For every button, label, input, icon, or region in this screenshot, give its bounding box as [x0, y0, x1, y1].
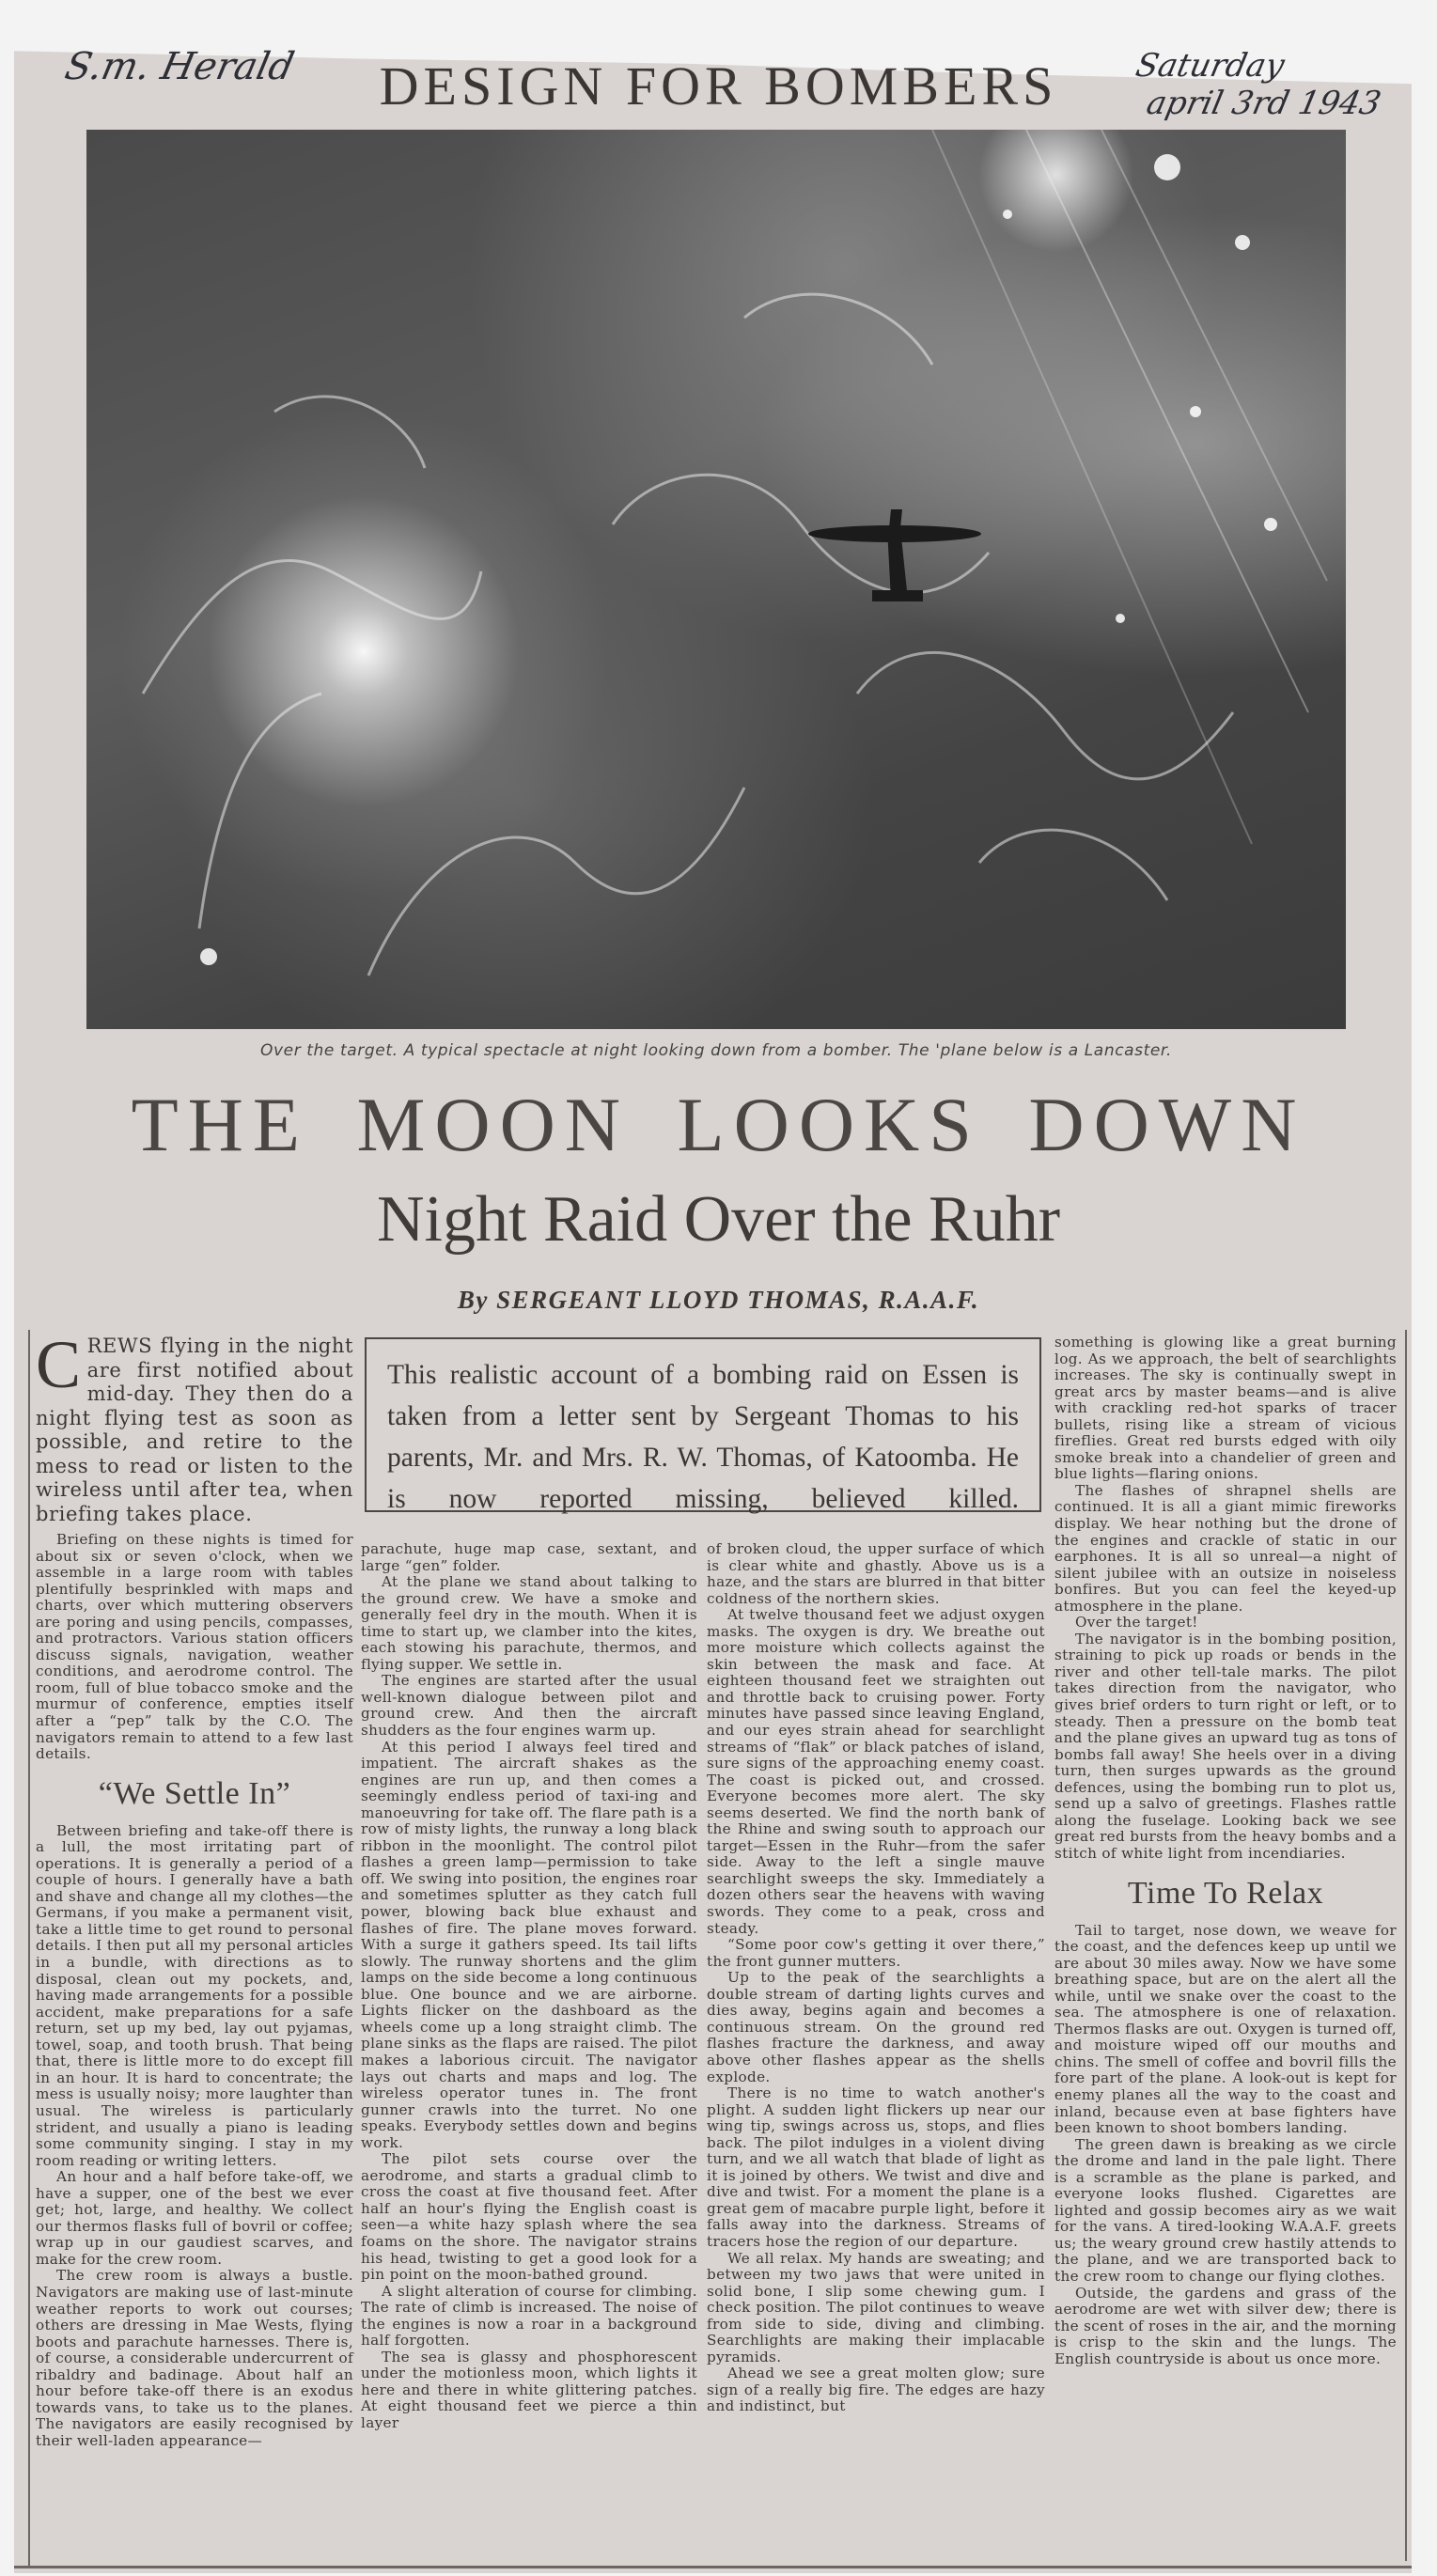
bottom-rule — [14, 2566, 1412, 2568]
article-paragraph: We all relax. My hands are sweating; and between my two jaws that were united in solid bone, I slip some chewing gum. I check position. The pilot continues to weave from side to side, diving and climbing. Searchlights are making their implacable pyramids. — [707, 2249, 1045, 2365]
column-rule-right — [1405, 1330, 1407, 2561]
article-paragraph: The pilot sets course over the aerodrome, and starts a gradual climb to cross the coast at five thousand feet. After half an hour's flying the English coast is seen—a white hazy splash where the sea foams on the shore. The navigator strains his head, twisting to get a good look for a pin point on the moon-bathed ground. — [361, 2150, 697, 2284]
article-paragraph: The navigator is in the bombing position, straining to pick up roads or bends in the river and other tell-tale marks. The pilot takes direction from the navigator, who gives brief orders to turn right or left, or to steady. Then a pressure on the bomb teat and the plane gives an upward tug as tons of bombs fall away! She heels over in a diving turn, then surges upwards as the ground defences, using the bombing run to plot us, send up a salvo of greetings. Flashes rattle along the fuselage. Looking back we see great red bursts from the heavy bombs and a stitch of white light from incendiaries. — [1054, 1630, 1397, 1862]
article-paragraph: “Some poor cow's getting it over there,” the front gunner mutters. — [707, 1936, 1045, 1970]
handwritten-date: april 3rd 1943 — [1143, 85, 1384, 122]
article-column-4 — [1054, 1335, 1397, 2367]
article-paragraph: The engines are started after the usual well-known dialogue between pilot and ground crew. And then the aircraft shudders as the four engines warm up. — [361, 1672, 697, 1740]
article-paragraph: An hour and a half before take-off, we have a supper, one of the best we ever get; hot, large, and healthy. We collect our thermos flasks full of bovril or coffee; wrap up in our gaudiest scarves, and make for the crew room. — [36, 2168, 353, 2268]
article-paragraph: The flashes of shrapnel shells are continued. It is all a giant mimic fireworks display. We hear nothing but the drone of the engines and crackle of static in our earphones. It is all so unreal—a night of silent jubilee with an outsize in noiseless bonfires. But you can feel the keyed-up atmosphere in the plane. — [1054, 1481, 1397, 1615]
article-paragraph: There is no time to watch another's plight. A sudden light flickers up near our wing tip, swings across us, stops, and flies back. The pilot indulges in a violent diving turn, and we all watch that blade of light as it is joined by others. We twist and dive and dive and twist. For a moment the plane is a great gem of macabre purple light, before it falls away into the darkness. Streams of tracers hose the region of our departure. — [707, 2084, 1045, 2250]
article-paragraph: At this period I always feel tired and impatient. The aircraft shakes as the engines are run up, and then comes a seemingly endless period of taxi-ing and manoeuvring for take off. The flare path is a row of misty lights, the runway a long black ribbon in the moonlight. The control pilot flashes a green lamp—permission to take off. We swing into position, the engines roar and sometimes splutter as they catch full power, blowing back blue exhaust and flashes of fire. The plane moves forward. With a surge it gathers speed. Its tail lifts slowly. The runway shortens and the glim lamps on the side become a long continuous blue. One bounce and we are airborne. Lights flicker on the dashboard as the wheels come up a long straight climb. The plane sinks as the flaps are raised. The pilot makes a laborious circuit. The navigator lays out charts and maps and log. The wireless operator tunes in. The front gunner crawls into the turret. No one speaks. Everybody settles down and begins work. — [361, 1738, 697, 2151]
handwritten-day: Saturday — [1132, 47, 1289, 85]
article-paragraph: of broken cloud, the upper surface of which is clear white and ghastly. Above us is a haze, and the stars are blurred in that bitter coldness of the northern skies. — [707, 1540, 1045, 1607]
photo-illustration — [86, 130, 1346, 1029]
article-paragraph: At the plane we stand about talking to the ground crew. We have a smoke and generally feel dry in the mouth. When it is time to start up, we clamber into the kites, each stowing his parachute, thermos, and flying supper. We settle in. — [361, 1573, 697, 1673]
article-paragraph: The crew room is always a bustle. Navigators are making use of last-minute weather reports to work out courses; others are dressing in Mae Wests, flying boots and parachute harnesses. There is, of course, a considerable undercurrent of ribaldry and badinage. About half an hour before take-off there is an exodus towards vans, to take us to the planes. The navigators are easily recognised by their well-laden appearance— — [36, 2267, 353, 2449]
article-column-1 — [36, 1327, 353, 2449]
article-column-3 — [707, 1541, 1045, 2415]
column-rule-left — [28, 1330, 30, 2566]
section-heading: “We Settle In” — [98, 1775, 291, 1811]
article-paragraph: The green dawn is breaking as we circle the drome and land in the pale light. There is a scramble as the plane is parked, and everyone looks flushed. Cigarettes are lighted and gossip becomes airy as we wait for the vans. A tired-looking W.A.A.F. greets us; the weary ground crew hastily attends to the plane, and we are transported back to the crew room to change our flying clothes. — [1054, 2135, 1397, 2285]
article-paragraph: At twelve thousand feet we adjust oxygen masks. The oxygen is dry. We breathe out more moisture which collects against the skin between the mask and face. At eighteen thousand feet we straighten out and throttle back to cruising power. Forty minutes have passed since leaving England, and our eyes strain ahead for searchlight streams of “flak” or black patches of island, sure signs of the approaching enemy coast. The coast is picked out, and crossed. Everyone becomes more alert. The sky seems deserted. We find the north bank of the Rhine and swing south to approach our target—Essen in the Ruhr—from the safer side. Away to the left a single mauve searchlight sweeps the sky. Immediately a dozen others sear the heavens with waving swords. They come to a peak, cross and steady. — [707, 1606, 1045, 1937]
article-column-2 — [361, 1541, 697, 2432]
drop-cap: C — [36, 1327, 82, 1402]
photo-caption: Over the target. A typical spectacle at night looking down from a bomber. The 'plane below is a Lancaster. — [260, 1041, 1172, 1060]
article-paragraph: Up to the peak of the searchlights a double stream of darting lights curves and dies away, begins again and becomes a continuous stream. On the ground red flashes fracture the darkness, and away above other flashes appear as the shells explode. — [707, 1969, 1045, 2085]
article-paragraph: parachute, huge map case, sextant, and large “gen” folder. — [361, 1540, 697, 1574]
article-paragraph: A slight alteration of course for climbing. The rate of climb is increased. The noise of the engines is now a roar in a background half forgotten. — [361, 2282, 697, 2350]
photo-night-bombing-raid — [86, 130, 1346, 1029]
subheadline: Night Raid Over the Ruhr — [376, 1183, 1061, 1256]
headline: THE MOON LOOKS DOWN — [131, 1082, 1306, 1167]
tracer-streaks — [143, 130, 1327, 976]
lead-text: REWS flying in the night are first notified about mid-day. They then do a night flying test as soon as possible, and retire to the mess to read or listen to the wireless until after tea, when briefing takes place. — [36, 1335, 353, 1525]
lead-paragraph — [36, 1327, 353, 1526]
intro-box: This realistic account of a bombing raid on Essen is taken from a letter sent by Sergeant Thomas to his parents, Mr. and Mrs. R. W. Thomas, of Katoomba. He is now reported missing, believed killed. — [365, 1337, 1041, 1512]
article-paragraph: Over the target! — [1075, 1614, 1198, 1631]
article-paragraph: Between briefing and take-off there is a lull, the most irritating part of operations. It is generally a period of a couple of hours. I generally have a bath and shave and change all my clothes—the Germans, if you make a permanent visit, take a little time to get round to personal details. I then put all my personal articles in a bundle, with directions as to disposal, clean out my pockets, and, having made arrangements for a possible accident, make preparations for a safe return, set up my bed, lay out pyjamas, towel, soap, and tooth brush. That being that, there is little more to do except fill in an hour. It is hard to concentrate; the mess is usually noisy; more laughter than usual. The wireless is particularly strident, and usually a piano is leading some community singing. I stay in my room reading or writing letters. — [36, 1821, 353, 2169]
article-paragraph: The sea is glassy and phosphorescent under the motionless moon, which lights it here and there in white glittering patches. At eight thousand feet we pierce a thin layer — [361, 2348, 697, 2431]
article-paragraph: Briefing on these nights is timed for about six or seven o'clock, when we assemble in a large room with tables plentifully besprinkled with maps and charts, over which muttering observers are poring and using pencils, compasses, and protractors. Various station officers discuss signals, navigation, weather conditions, and aerodrome control. The room, full of blue tobacco smoke and the murmur of conference, empties itself after a “pep” talk by the C.O. The navigators remain to attend to a few last details. — [36, 1531, 353, 1763]
lancaster-silhouette — [808, 509, 981, 601]
flak-bursts — [200, 154, 1277, 965]
article-paragraph: Tail to target, nose down, we weave for the coast, and the defences keep up until we are about 30 miles away. Now we have some breathing space, but are on the alert all the while, until we snake over the coast to the sea. The atmosphere is one of relaxation. Thermos flasks are out. Oxygen is turned off, and moisture wiped off our mouths and chins. The smell of coffee and bovril fills the fore part of the plane. A look-out is kept for enemy planes all the way to the coast and inland, because even at base fighters have been known to shoot bombers landing. — [1054, 1921, 1397, 2137]
handwritten-source-note: S.m. Herald — [61, 45, 298, 88]
article-paragraph: something is glowing like a great burning log. As we approach, the belt of searchlights increases. The sky is continually swept in great arcs by master beams—and is alive with crackling red-hot sparks of tracer bullets, rising like a stream of vicious fireflies. Great red bursts edged with oily smoke break into a chandelier of green and blue lights—flaring onions. — [1054, 1334, 1397, 1483]
article-paragraph: Ahead we see a great molten glow; sure sign of a really big fire. The edges are hazy and indistinct, but — [707, 2365, 1045, 2415]
section-heading: Time To Relax — [1127, 1875, 1324, 1911]
article-paragraph: Outside, the gardens and grass of the aerodrome are wet with silver dew; there is the scent of roses in the air, and the morning is crisp to the skin and the lungs. The English countryside is about us once more. — [1054, 2284, 1397, 2367]
section-kicker: DESIGN FOR BOMBERS — [379, 55, 1058, 117]
byline: By SERGEANT LLOYD THOMAS, R.A.A.F. — [457, 1286, 980, 1314]
